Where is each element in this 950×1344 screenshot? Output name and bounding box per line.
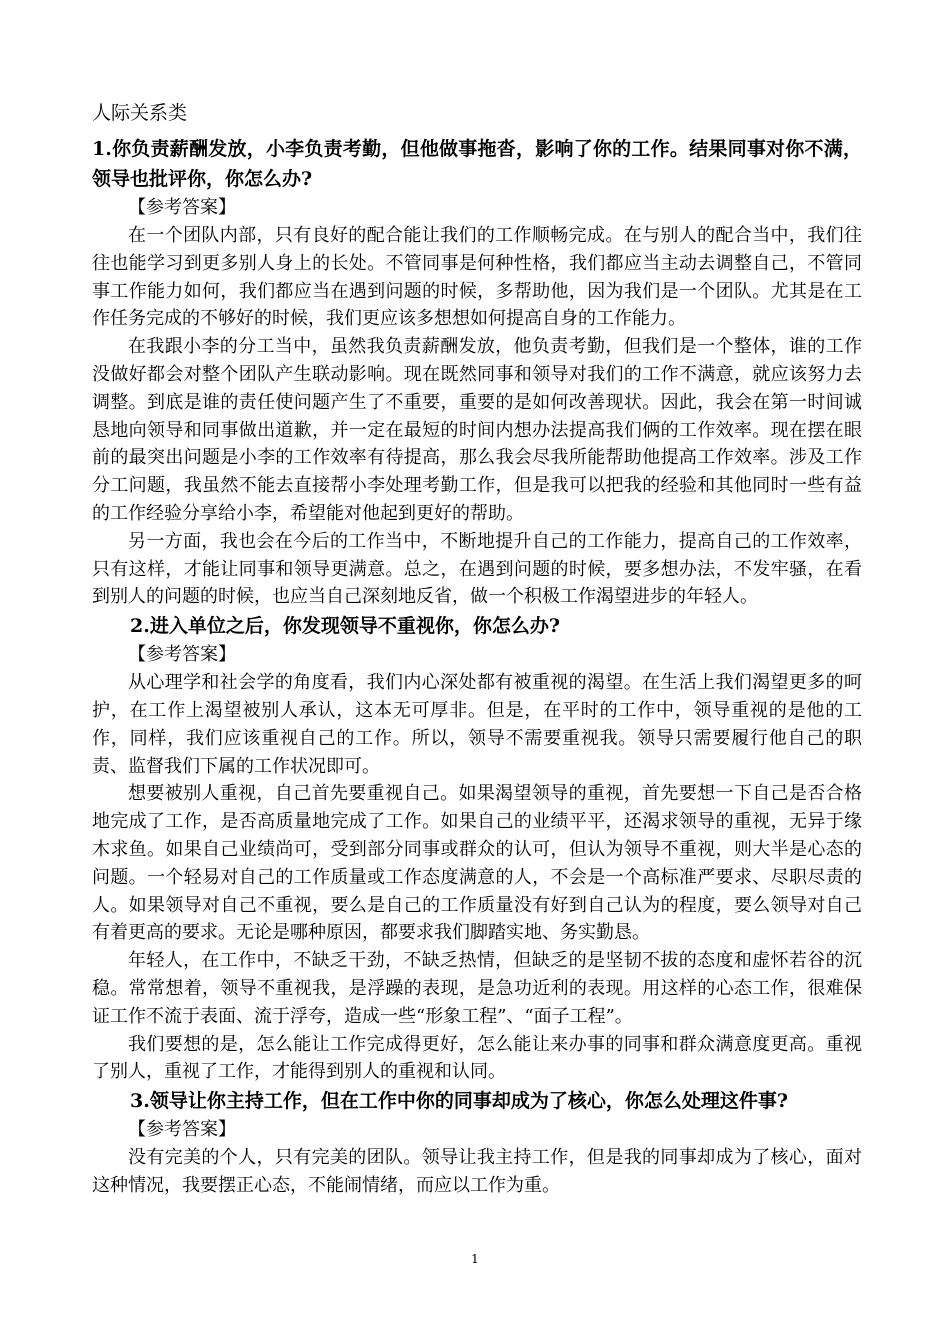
answer-1-paragraph-2: 在我跟小李的分工当中，虽然我负责薪酬发放，他负责考勤，但我们是一个整体，谁的工作没做好都会对整个团队产生联动影响。现在既然同事和领导对我们的工作不满意，就应该努力去调整。到底是谁的责任使问题产生了不重要，重要的是如何改善现状。因此，我会在第一时间诚恳地向领导和同事做出道歉，并一定在最短的时间内想办法提高我们俩的工作效率。现在摆在眼前的最突出问题是小李的工作效率有待提高，那么我会尽我所能帮助他提高工作效率。涉及工作分工问题，我虽然不能去直接帮小李处理考勤工作，但是我可以把我的经验和其他同时一些有益的工作经验分享给小李，希望能对他起到更好的帮助。	[92, 336, 862, 524]
answer-label-3: 【参考答案】	[128, 1119, 236, 1141]
answer-1-paragraph-3: 另一方面，我也会在今后的工作当中，不断地提升自己的工作能力，提高自己的工作效率，只有这样，才能让同事和领导更满意。总之，在遇到问题的时候，要多想办法，不发牢骚，在看到别人的问题的时候，也应当自己深刻地反省，做一个积极工作渴望进步的年轻人。	[92, 530, 862, 608]
document-page	[92, 98, 862, 1200]
answer-1-paragraph-1: 在一个团队内部，只有良好的配合能让我们的工作顺畅完成。在与别人的配合当中，我们往往也能学习到更多别人身上的长处。不管同事是何种性格，我们都应当主动去调整自己，不管同事工作能力如何，我们都应当在遇到问题的时候，多帮助他，因为我们是一个团队。尤其是在工作任务完成的不够好的时候，我们更应该多想想如何提高自身的工作能力。	[92, 225, 862, 330]
page-number: 1	[471, 1252, 479, 1266]
question-1: 1.你负责薪酬发放，小李负责考勤，但他做事拖沓，影响了你的工作。结果同事对你不满，领导也批评你，你怎么办?	[92, 138, 862, 190]
answer-2-paragraph-4: 我们要想的是，怎么能让工作完成得更好，怎么能让来办事的同事和群众满意度更高。重视了别人，重视了工作，才能得到别人的重视和认同。	[92, 1033, 862, 1083]
question-3: 3.领导让你主持工作，但在工作中你的同事却成为了核心，你怎么处理这件事?	[130, 1090, 788, 1113]
answer-2-paragraph-1: 从心理学和社会学的角度看，我们内心深处都有被重视的渴望。在生活上我们渴望更多的呵护，在工作上渴望被别人承认，这本无可厚非。但是，在平时的工作中，领导重视的是他的工作，同样，我们应该重视自己的工作。所以，领导不需要重视我。领导只需要履行他自己的职责、监督我们下属的工作状况即可。	[92, 672, 862, 777]
answer-2-paragraph-2: 想要被别人重视，自己首先要重视自己。如果渴望领导的重视，首先要想一下自己是否合格地完成了工作，是否高质量地完成了工作。如果自己的业绩平平，还渴求领导的重视，无异于缘木求鱼。如果自己业绩尚可，受到部分同事或群众的认可，但认为领导不重视，则大半是心态的问题。一个轻易对自己的工作质量或工作态度满意的人，不会是一个高标准严要求、尽职尽责的人。如果领导对自己不重视，要么是自己的工作质量没有好到自己认为的程度，要么领导对自己有着更高的要求。无论是哪种原因，都要求我们脚踏实地、务实勤恳。	[92, 783, 862, 944]
answer-3-paragraph-1: 没有完美的个人，只有完美的团队。领导让我主持工作，但是我的同事却成为了核心，面对这种情况，我要摆正心态，不能闹情绪，而应以工作为重。	[92, 1147, 862, 1196]
answer-label-1: 【参考答案】	[128, 197, 236, 218]
question-2: 2.进入单位之后，你发现领导不重视你，你怎么办?	[130, 615, 560, 638]
section-title: 人际关系类	[92, 102, 188, 124]
answer-label-2: 【参考答案】	[128, 644, 236, 666]
answer-2-paragraph-3: 年轻人，在工作中，不缺乏干劲，不缺乏热情，但缺乏的是坚韧不拔的态度和虚怀若谷的沉稳。常常想着，领导不重视我，是浮躁的表现，是急功近利的表现。用这样的心态工作，很难保证工作不流于表面、流于浮夸，造成一些“形象工程”、“面子工程”。	[92, 950, 862, 1027]
